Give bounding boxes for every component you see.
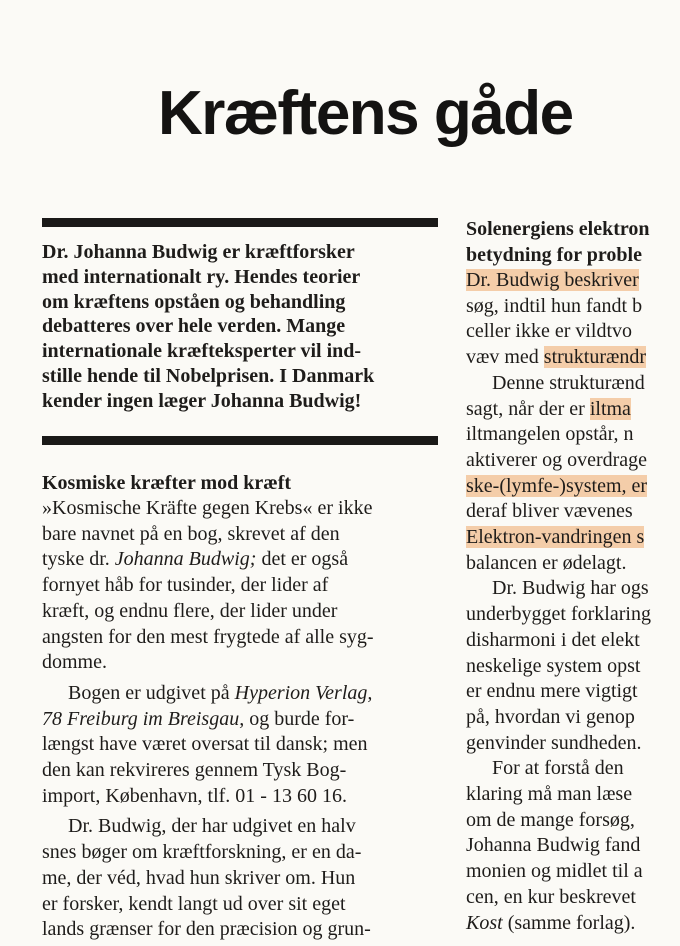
text-line: import, København, tlf. 01 - 13 60 16. bbox=[42, 784, 347, 807]
left-paragraph-3 bbox=[42, 814, 442, 943]
intro-line: med internationalt ry. Hendes teorier bbox=[42, 265, 361, 288]
intro-line: internationale kræfteksperter vil ind- bbox=[42, 340, 362, 363]
text-fragment: Bogen er udgivet på bbox=[68, 681, 235, 704]
text-line: bare navnet på en bog, skrevet af den bbox=[42, 522, 340, 545]
text-line: domme. bbox=[42, 651, 107, 674]
text-fragment: og burde for- bbox=[244, 707, 355, 730]
text-line: om de mange forsøg, bbox=[466, 808, 635, 831]
intro-bottom-rule bbox=[42, 436, 438, 445]
text-line: aktiverer og overdrage bbox=[466, 448, 648, 471]
text-fragment: det er også bbox=[256, 548, 349, 571]
highlighted-text: Dr. Budwig beskriver bbox=[466, 269, 639, 291]
headline: Kræftens gåde bbox=[158, 79, 573, 148]
text-line: cen, en kur beskrevet bbox=[466, 885, 636, 908]
text-line: Dr. Budwig, der har udgivet en halv bbox=[68, 815, 356, 838]
author-name: Johanna Budwig; bbox=[114, 548, 257, 571]
right-subheading-line: Solenergiens elektron bbox=[466, 218, 650, 240]
text-line: er forsker, kendt langt ud over sit eget bbox=[42, 892, 346, 915]
text-line: på, hvordan vi genop bbox=[466, 705, 635, 728]
left-column bbox=[42, 470, 442, 943]
text-line bbox=[42, 547, 442, 573]
text-line: fornyet håb for tusinder, der lider af bbox=[42, 574, 329, 597]
text-line: lands grænser for den præcision og grun- bbox=[42, 918, 371, 941]
text-line bbox=[42, 707, 442, 733]
text-fragment: tyske dr. bbox=[42, 548, 115, 571]
text-line: kræft, og endnu flere, der lider under bbox=[42, 599, 338, 622]
text-line: Denne strukturænd bbox=[492, 371, 645, 394]
text-line: Dr. Budwig har ogs bbox=[492, 577, 649, 600]
intro-line: stille hende til Nobelprisen. I Danmark bbox=[42, 364, 375, 387]
right-paragraph-3 bbox=[466, 576, 680, 756]
highlighted-text: strukturændr bbox=[543, 346, 646, 369]
text-line: længst have været oversat til dansk; men bbox=[42, 733, 368, 756]
intro-line: Dr. Johanna Budwig er kræftforsker bbox=[42, 241, 355, 263]
text-line bbox=[466, 345, 680, 371]
highlighted-text: iltma bbox=[589, 397, 631, 420]
left-paragraph-2 bbox=[42, 681, 442, 810]
text-line: Johanna Budwig fand bbox=[466, 834, 641, 857]
intro-line: om kræftens opståen og behandling bbox=[42, 290, 346, 313]
text-line: er endnu mere vigtigt bbox=[466, 680, 638, 703]
text-fragment: væv med bbox=[466, 346, 544, 369]
text-line: underbygget forklaring bbox=[466, 603, 651, 626]
left-subheading: Kosmiske kræfter mod kræft bbox=[42, 472, 292, 494]
right-paragraph-2 bbox=[466, 371, 680, 577]
right-paragraph-4 bbox=[466, 756, 680, 936]
intro-line: kender ingen læger Johanna Budwig! bbox=[42, 389, 362, 412]
right-paragraph-1 bbox=[466, 268, 680, 371]
highlighted-text: ske-(lymfe-)system, er bbox=[466, 474, 648, 497]
text-line: søg, indtil hun fandt b bbox=[466, 294, 643, 317]
text-line: »Kosmische Kräfte gegen Krebs« er ikke bbox=[42, 497, 373, 519]
intro-box bbox=[42, 240, 442, 414]
text-line: disharmoni i det elekt bbox=[466, 628, 640, 651]
text-line: me, der véd, hvad hun skriver om. Hun bbox=[42, 866, 356, 889]
intro-top-rule bbox=[42, 218, 438, 227]
intro-line: debatteres over hele verden. Mange bbox=[42, 315, 346, 338]
publisher-address: 78 Freiburg im Breisgau, bbox=[42, 707, 245, 730]
book-title: Kost bbox=[466, 911, 503, 934]
text-line: celler ikke er vildtvo bbox=[466, 320, 633, 343]
text-line: For at forstå den bbox=[492, 757, 624, 780]
text-line bbox=[466, 911, 680, 937]
text-line bbox=[466, 474, 680, 500]
text-line bbox=[466, 397, 680, 423]
publisher-name: Hyperion Verlag, bbox=[234, 681, 373, 704]
text-line: iltmangelen opstår, n bbox=[466, 423, 634, 446]
right-subheading-line: betydning for proble bbox=[466, 244, 642, 266]
text-fragment: sagt, når der er bbox=[466, 397, 590, 420]
text-line: neskelige system opst bbox=[466, 654, 641, 677]
text-line: deraf bliver vævenes bbox=[466, 500, 633, 523]
text-line: monien og midlet til a bbox=[466, 860, 643, 883]
text-line: snes bøger om kræftforskning, er en da- bbox=[42, 841, 362, 864]
highlighted-text: Elektron-vandringen s bbox=[466, 526, 645, 549]
right-column bbox=[466, 216, 680, 936]
text-line bbox=[466, 525, 680, 551]
text-line: klaring må man læse bbox=[466, 783, 633, 806]
text-fragment: (samme forlag). bbox=[502, 911, 636, 934]
text-line: genvinder sundheden. bbox=[466, 731, 642, 754]
text-line: den kan rekvireres gennem Tysk Bog- bbox=[42, 759, 347, 782]
text-line: angsten for den mest frygtede af alle syg- bbox=[42, 625, 374, 648]
text-line bbox=[466, 268, 680, 294]
left-paragraph-1 bbox=[42, 496, 442, 676]
text-line bbox=[42, 681, 442, 707]
text-line: balancen er ødelagt. bbox=[466, 551, 627, 574]
